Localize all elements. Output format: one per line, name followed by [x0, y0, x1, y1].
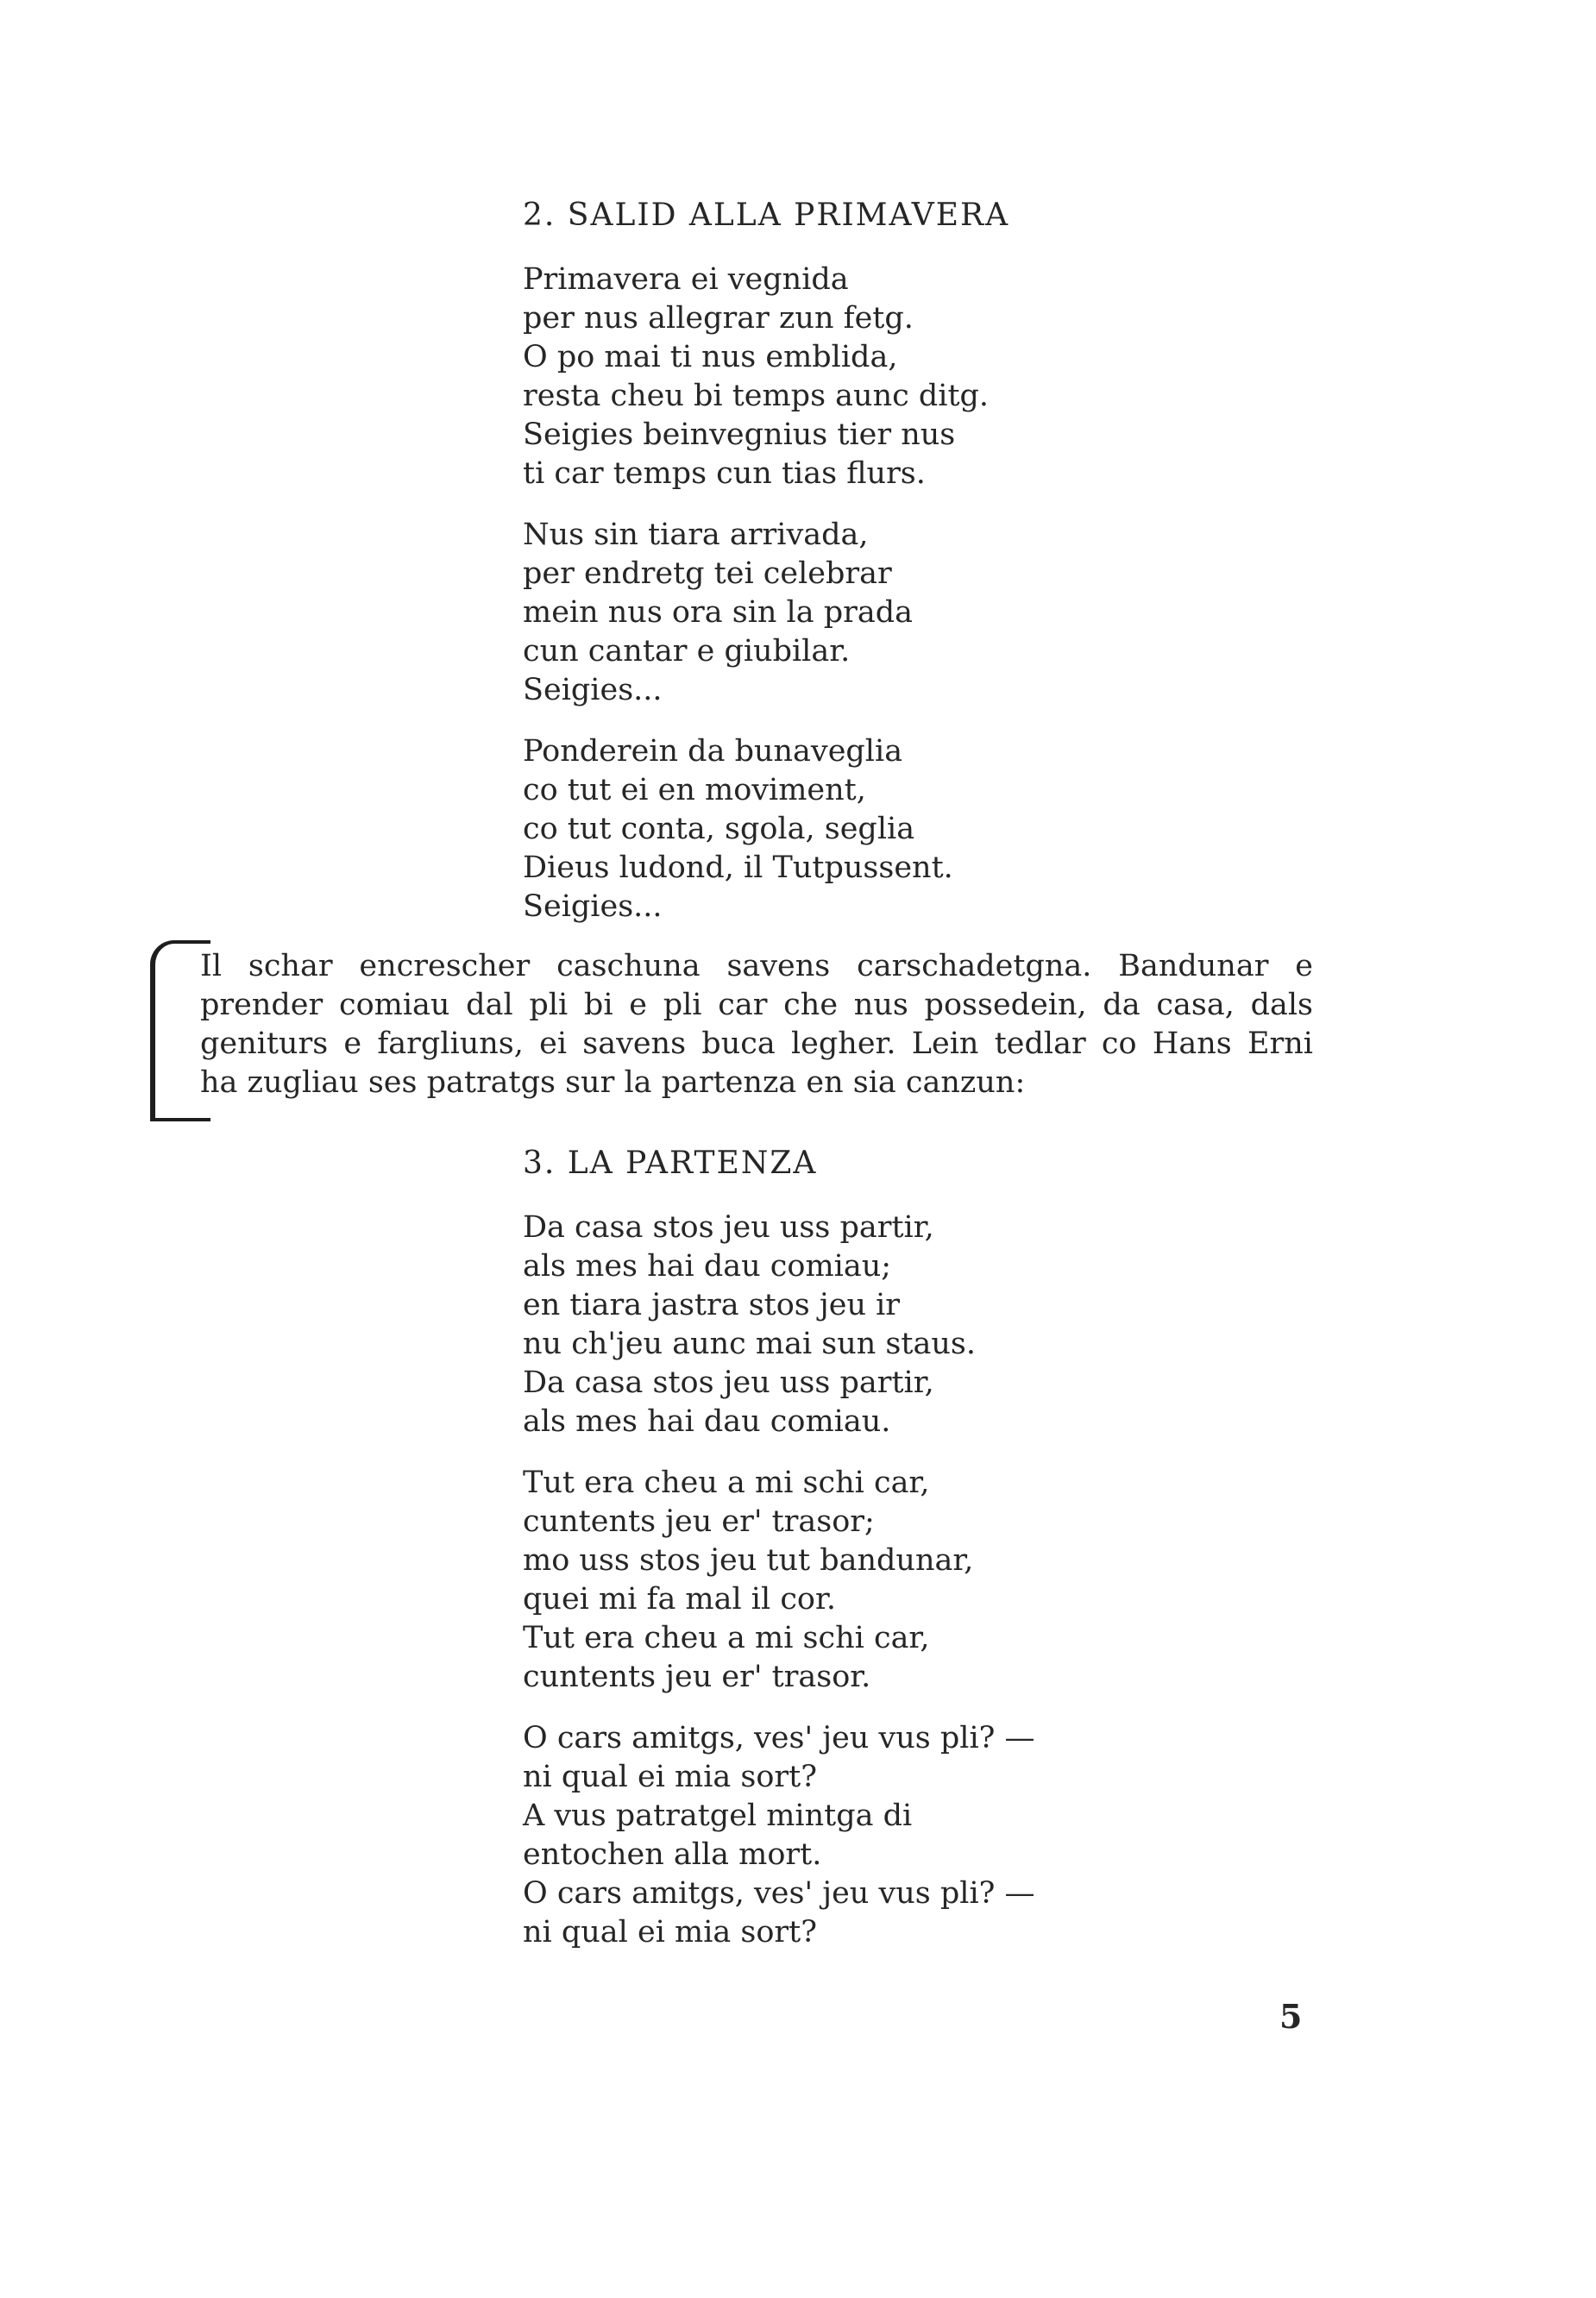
verse-line: Seigies... — [523, 673, 663, 707]
verse-line: cun cantar e giubilar. — [523, 634, 851, 669]
verse-line: ti car temps cun tias flurs. — [523, 456, 926, 491]
verse-line: per endretg tei celebrar — [523, 556, 892, 591]
stanza — [523, 1464, 1386, 1697]
verse-line: O cars amitgs, ves' jeu vus pli? — — [523, 1721, 1035, 1755]
verse-line: co tut conta, sgola, seglia — [523, 812, 915, 846]
stanza — [523, 1719, 1386, 1952]
verse-line: Tut era cheu a mi schi car, — [523, 1621, 930, 1655]
song-title: 3. LA PARTENZA — [523, 1146, 818, 1181]
prose-paragraph — [200, 947, 1313, 1102]
verse-line: cuntents jeu er' trasor; — [523, 1504, 875, 1539]
verse-line: quei mi fa mal il cor. — [523, 1582, 837, 1617]
verse-line: Seigies... — [523, 889, 663, 924]
stanza — [523, 732, 1386, 926]
verse-line: ni qual ei mia sort? — [523, 1915, 817, 1950]
prose-line: geniturs e fargliuns, ei savens buca legher. Lein tedlar co Hans Erni — [200, 1027, 1313, 1061]
verse-line: co tut ei en moviment, — [523, 773, 866, 807]
prose-line: prender comiau dal pli bi e pli car che nus possedein, da casa, dals — [200, 988, 1313, 1022]
verse-line: O po mai ti nus emblida, — [523, 340, 898, 374]
prose-line: Il schar encrescher caschuna savens carschadetgna. Bandunar e — [200, 949, 1313, 983]
verse-line: Nus sin tiara arrivada, — [523, 518, 869, 552]
verse-line: entochen alla mort. — [523, 1837, 822, 1872]
verse-line: Da casa stos jeu uss partir, — [523, 1366, 934, 1400]
verse-line: O cars amitgs, ves' jeu vus pli? — — [523, 1876, 1035, 1911]
verse-line: resta cheu bi temps aunc ditg. — [523, 379, 990, 413]
verse-line: Primavera ei vegnida — [523, 262, 849, 297]
verse-line: als mes hai dau comiau. — [523, 1404, 891, 1439]
verse-line: en tiara jastra stos jeu ir — [523, 1288, 901, 1322]
stanza — [523, 516, 1386, 710]
stanza — [523, 261, 1386, 493]
verse-line: mein nus ora sin la prada — [523, 595, 914, 630]
stanza — [523, 1209, 1386, 1441]
song-salid-alla-primavera — [523, 197, 1386, 949]
verse-line: Dieus ludond, il Tutpussent. — [523, 851, 953, 885]
verse-line: mo uss stos jeu tut bandunar, — [523, 1543, 974, 1578]
verse-line: cuntents jeu er' trasor. — [523, 1660, 871, 1694]
verse-line: ni qual ei mia sort? — [523, 1760, 817, 1794]
verse-line: Da casa stos jeu uss partir, — [523, 1210, 934, 1245]
verse-line: nu ch'jeu aunc mai sun staus. — [523, 1327, 976, 1361]
verse-line: Seigies beinvegnius tier nus — [523, 418, 956, 452]
page-number: 5 — [1279, 1997, 1303, 2036]
verse-line: als mes hai dau comiau; — [523, 1249, 892, 1284]
song-title: 2. SALID ALLA PRIMAVERA — [523, 198, 1010, 233]
song-la-partenza — [523, 1145, 1386, 1975]
prose-line: ha zugliau ses patratgs sur la partenza en sia canzun: — [200, 1065, 1026, 1100]
verse-line: per nus allegrar zun fetg. — [523, 301, 914, 336]
verse-line: Ponderein da bunaveglia — [523, 734, 903, 769]
verse-line: A vus patratgel mintga di — [523, 1799, 913, 1833]
verse-line: Tut era cheu a mi schi car, — [523, 1466, 930, 1500]
